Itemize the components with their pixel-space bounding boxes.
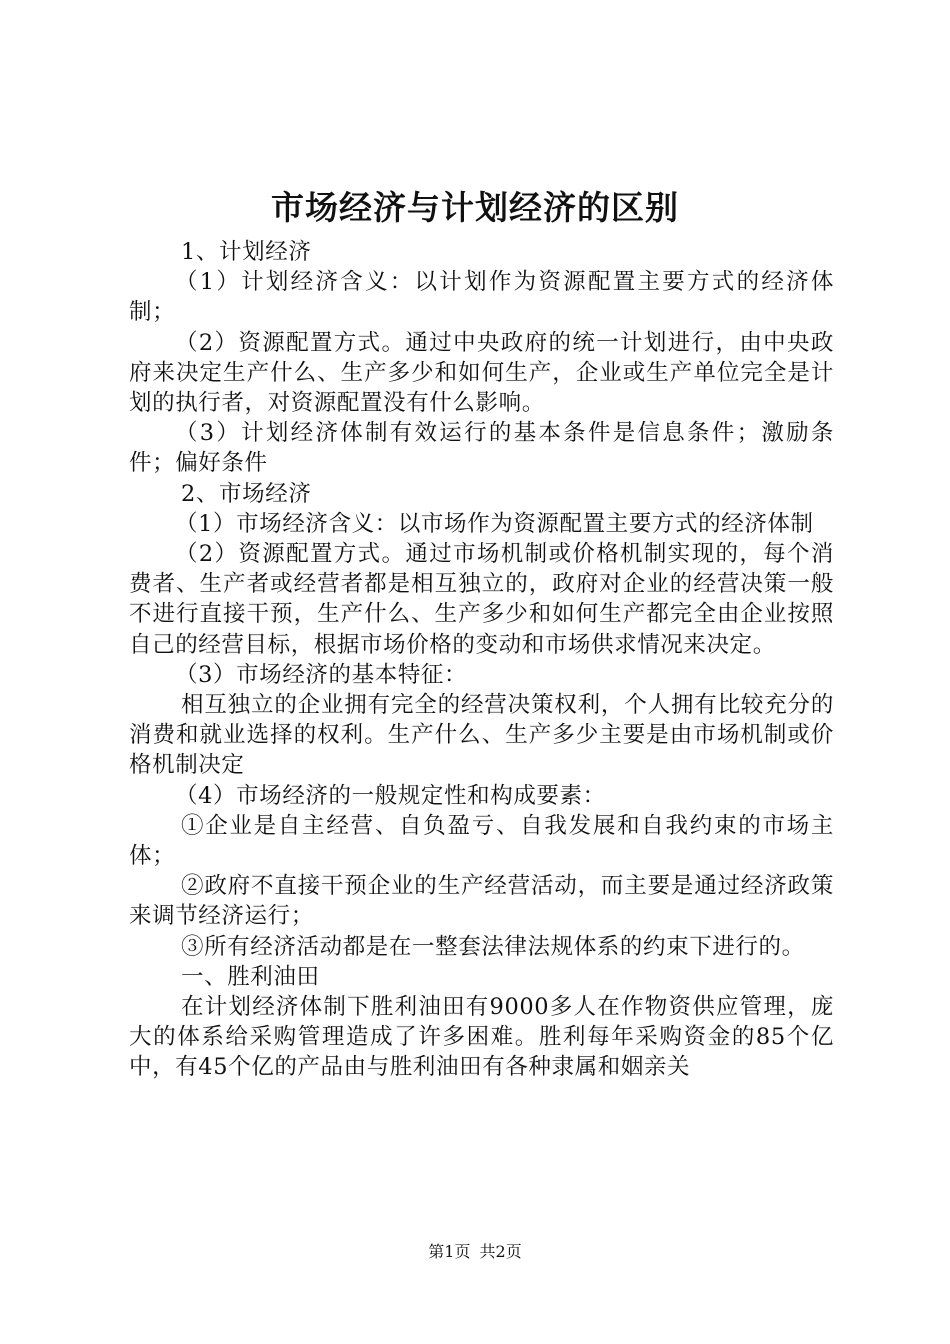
paragraph: （4）市场经济的一般规定性和构成要素： [175,782,606,809]
list-item: ③所有经济活动都是在一整套法律法规体系的约束下进行的。 [181,933,805,960]
paragraph: 相互独立的企业拥有完全的经营决策权利，个人拥有比较充分的消费和就业选择的权利。生产什么、生产多少主要是由市场机制或价格机制决定 [129,692,834,779]
section-heading-shengli-oilfield: 一、胜利油田 [181,963,320,990]
paragraph: 在计划经济体制下胜利油田有9000多人在作物资供应管理，庞大的体系给采购管理造成了许多困难。胜利每年采购资金的85个亿中，有45个亿的产品由与胜利油田有各种隶属和姻亲关 [129,994,834,1081]
section-heading-planned-economy: 1、计划经济 [181,239,312,265]
paragraph: （1）计划经济含义：以计划作为资源配置主要方式的经济体制； [129,269,834,326]
document-title: 市场经济与计划经济的区别 [271,188,679,227]
paragraph: （3）市场经济的基本特征： [175,661,468,688]
paragraph: （2）资源配置方式。通过市场机制或价格机制实现的，每个消费者、生产者或经营者都是相互独立的，政府对企业的经营决策一般不进行直接干预，生产什么、生产多少和如何生产都完全由企业按照自己的经营目标，根据市场价格的变动和市场供求情况来决定。 [129,541,834,658]
paragraph: （2）资源配置方式。通过中央政府的统一计划进行，由中央政府来决定生产什么、生产多少和如何生产，企业或生产单位完全是计划的执行者，对资源配置没有什么影响。 [129,329,834,417]
page-footer [0,1241,950,1263]
paragraph: （3）计划经济体制有效运行的基本条件是信息条件；激励条件；偏好条件 [129,420,834,477]
page-total: 共2页 [479,1242,522,1261]
paragraph: （1）市场经济含义：以市场作为资源配置主要方式的经济体制 [175,510,814,537]
list-item: ②政府不直接干预企业的生产经营活动，而主要是通过经济政策来调节经济运行； [129,873,834,930]
document-body [129,237,834,1083]
section-heading-market-economy: 2、市场经济 [181,480,312,507]
page-number: 第1页 [428,1242,471,1261]
list-item: ①企业是自主经营、自负盈亏、自我发展和自我约束的市场主体； [129,812,834,870]
